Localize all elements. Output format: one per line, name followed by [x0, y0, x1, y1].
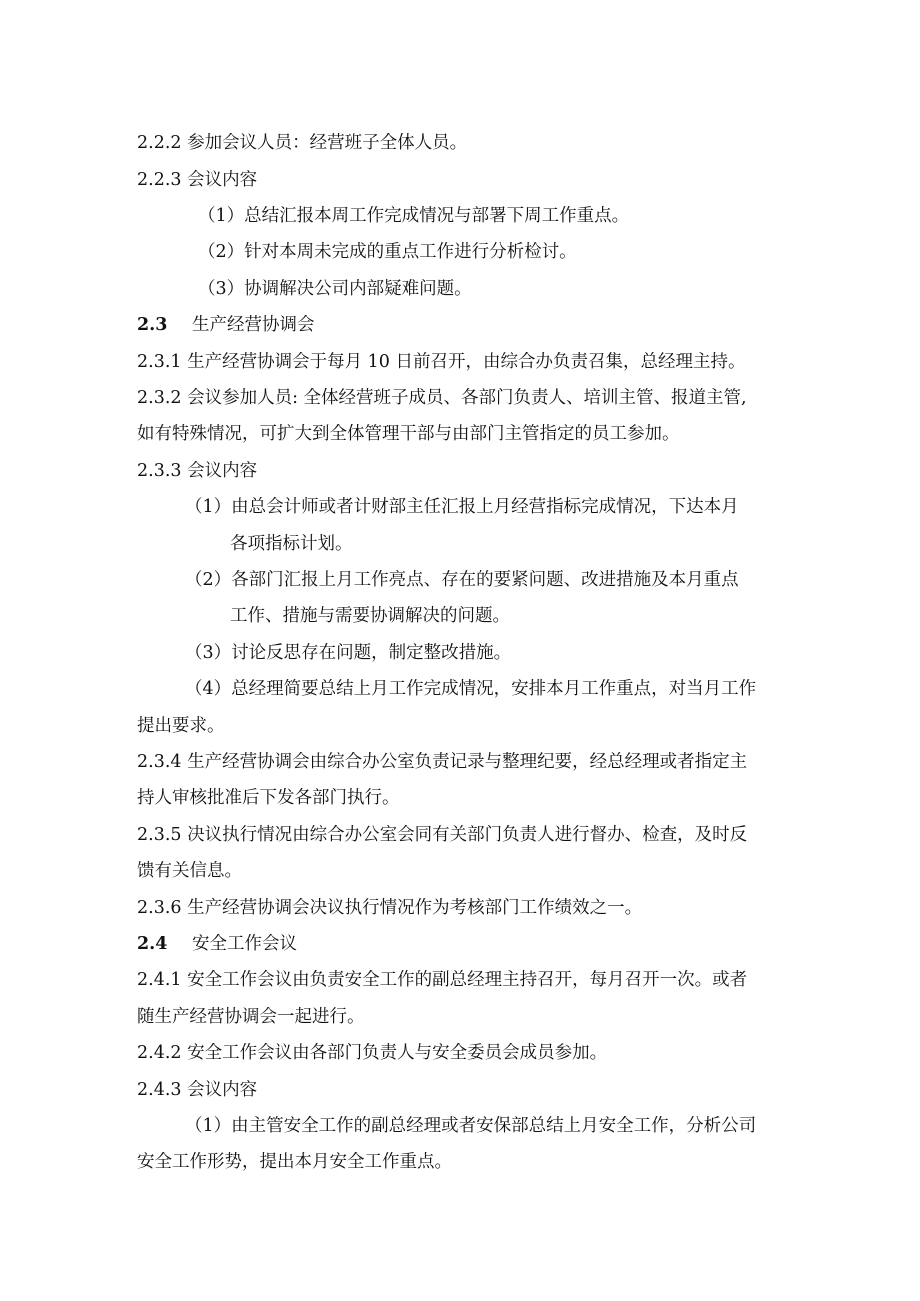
clause-2-3-3-item-1-line-2: 各项指标计划。: [230, 534, 353, 554]
section-2-3-number: 2.3: [137, 315, 168, 335]
clause-2-3-4-line-2: 持人审核批准后下发各部门执行。: [137, 788, 400, 808]
clause-2-2-2: 2.2.2 参加会议人员：经营班子全体人员。: [137, 133, 468, 153]
clause-2-3-3-item-4-line-2: 提出要求。: [137, 716, 225, 736]
clause-2-3-3-item-3: （3）讨论反思存在问题，制定整改措施。: [185, 643, 512, 663]
clause-2-3-3-item-2-line-1: （2）各部门汇报上月工作亮点、存在的要紧问题、改进措施及本月重点: [185, 570, 739, 590]
clause-2-3-3-item-2-line-2: 工作、措施与需要协调解决的问题。: [230, 606, 510, 626]
clause-2-4-3-heading: 2.4.3 会议内容: [137, 1080, 258, 1100]
clause-2-4-3-item-1-line-1: （1）由主管安全工作的副总经理或者安保部总结上月安全工作，分析公司: [185, 1116, 757, 1136]
clause-2-3-3-heading: 2.3.3 会议内容: [137, 461, 258, 481]
clause-2-3-2-line-1: 2.3.2 会议参加人员: 全体经营班子成员、各部门负责人、培训主管、报道主管,: [137, 388, 747, 408]
clause-2-4-1-line-1: 2.4.1 安全工作会议由负责安全工作的副总经理主持召开，每月召开一次。或者: [137, 970, 748, 990]
clause-2-3-6: 2.3.6 生产经营协调会决议执行情况作为考核部门工作绩效之一。: [137, 898, 643, 918]
clause-2-4-1-line-2: 随生产经营协调会一起进行。: [137, 1007, 365, 1027]
section-2-3-title: 生产经营协调会: [192, 315, 315, 335]
clause-2-4-3-item-1-line-2: 安全工作形势，提出本月安全工作重点。: [137, 1152, 452, 1172]
clause-2-3-1: 2.3.1 生产经营协调会于每月 10 日前召开，由综合办负责召集，总经理主持。: [137, 352, 746, 372]
clause-2-3-5-line-1: 2.3.5 决议执行情况由综合办公室会同有关部门负责人进行督办、检查，及时反: [137, 825, 748, 845]
clause-2-2-3-heading: 2.2.3 会议内容: [137, 170, 258, 190]
clause-2-3-3-item-1-line-1: （1）由总会计师或者计财部主任汇报上月经营指标完成情况，下达本月: [185, 497, 739, 517]
section-2-4-number: 2.4: [137, 934, 168, 954]
clause-2-3-4-line-1: 2.3.4 生产经营协调会由综合办公室负责记录与整理纪要，经总经理或者指定主: [137, 752, 748, 772]
clause-2-4-2: 2.4.2 安全工作会议由各部门负责人与安全委员会成员参加。: [137, 1043, 608, 1063]
section-2-4-title: 安全工作会议: [192, 934, 297, 954]
clause-2-3-3-item-4-line-1: （4）总经理简要总结上月工作完成情况，安排本月工作重点，对当月工作: [185, 679, 757, 699]
clause-2-3-5-line-2: 馈有关信息。: [137, 861, 242, 881]
clause-2-2-3-item-2: （2）针对本周未完成的重点工作进行分析检讨。: [198, 242, 577, 262]
clause-2-2-3-item-3: （3）协调解决公司内部疑难问题。: [198, 279, 472, 299]
clause-2-3-2-line-2: 如有特殊情况，可扩大到全体管理干部与由部门主管指定的员工参加。: [137, 424, 680, 444]
clause-2-2-3-item-1: （1）总结汇报本周工作完成情况与部署下周工作重点。: [198, 206, 630, 226]
